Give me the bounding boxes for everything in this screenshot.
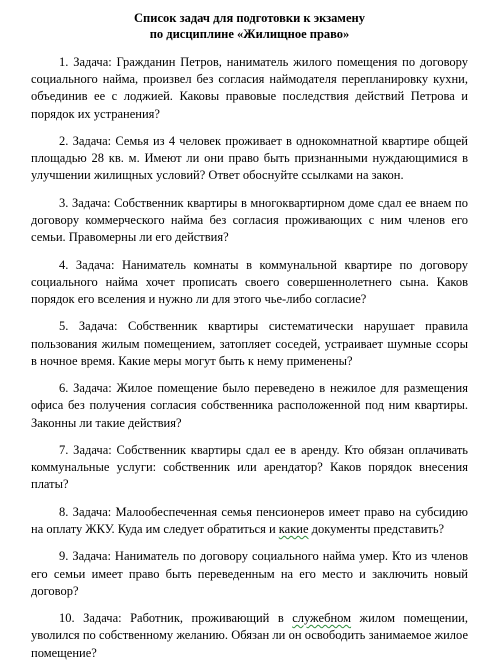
document-title <box>31 10 468 42</box>
task-8-text-end: документы представить? <box>308 521 445 536</box>
title-line-2: по дисциплине «Жилищное право» <box>149 27 350 41</box>
task-5: 5. Задача: Собственник квартиры систематически нарушает правила пользования жилым помещением, затопляет соседей, устраивает шумные ссоры в ночное время. Какие меры могут быть к нему применены? <box>31 319 468 368</box>
task-9: 9. Задача: Наниматель по договору социального найма умер. Кто из членов его семьи имеет право быть переведенным на его место и заключить новый договор? <box>31 549 468 598</box>
task-8-text-start: 8. Задача: Малообеспеченная семья пенсионеров имеет право на субсидию на оплату ЖКУ. Куда им следует обратиться и <box>31 504 468 536</box>
spellcheck-marked-word: какие <box>278 521 309 536</box>
title-line-1: Список задач для подготовки к экзамену <box>134 11 365 25</box>
task-1: 1. Задача: Гражданин Петров, наниматель жилого помещения по договору социального найма, произвел без согласия наймодателя перепланировку кухни, объединив ее с лоджией. Каковы правовые последствия действий Петрова и порядок их устранения? <box>31 55 468 121</box>
task-7: 7. Задача: Собственник квартиры сдал ее в аренду. Кто обязан оплачивать коммунальные услуги: собственник или арендатор? Каков порядок внесения платы? <box>31 442 468 492</box>
task-8 <box>31 504 468 538</box>
task-10 <box>31 610 468 662</box>
spellcheck-marked-word: служебном <box>292 611 352 626</box>
task-3: 3. Задача: Собственник квартиры в многоквартирном доме сдал ее внаем по договору коммерческого найма без согласия проживающих с ним членов его семьи. Правомерны ли его действия? <box>31 195 468 245</box>
task-10-text-start: 10. Задача: Работник, проживающий в <box>59 611 293 626</box>
task-2: 2. Задача: Семья из 4 человек проживает в однокомнатной квартире общей площадью 28 кв. м. Имеют ли они право быть признанными нуждающимися в улучшении жилищных условий? Ответ обоснуйте ссылками на закон. <box>31 134 468 183</box>
task-10-text-end: жилом помещении, уволился по собственному желанию. Обязан ли он освободить занимаемое жилое помещение? <box>31 611 468 660</box>
task-4: 4. Задача: Наниматель комнаты в коммунальной квартире по договору социального найма хочет прописать своего совершеннолетнего сына. Каков порядок его вселения и нужно ли для этого чье-либо согласие? <box>31 257 468 306</box>
task-6: 6. Задача: Жилое помещение было переведено в нежилое для размещения офиса без получения согласия собственника расположенной под ним квартиры. Законны ли такие действия? <box>31 381 468 430</box>
